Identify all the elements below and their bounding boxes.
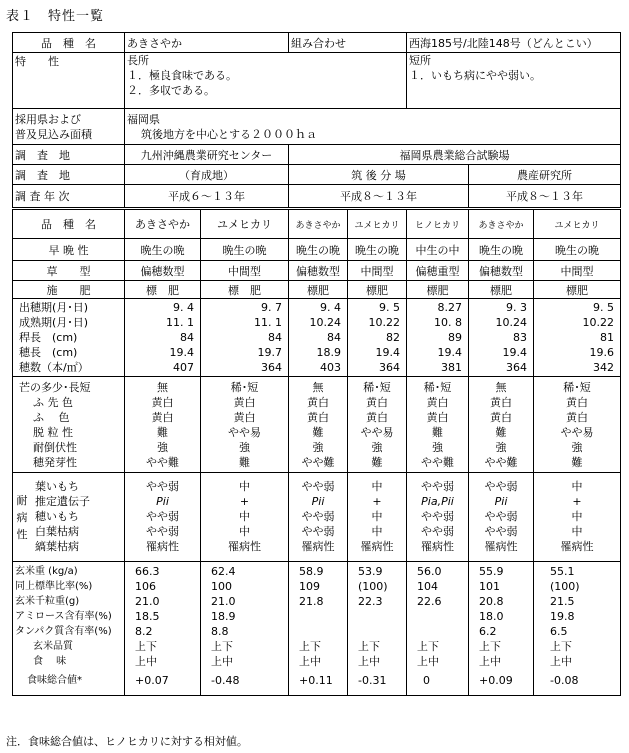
disease-value: Pia,Pii [421,495,454,508]
disease-value: 罹病性 [421,540,454,553]
disease-group [13,473,621,562]
quality-label: 食 味 [33,656,67,667]
awn-labels [13,377,125,473]
awn-value: 黄白 [307,410,329,424]
quality-value: 18.5 [135,610,160,623]
awn-col-7 [534,377,621,473]
disease-value: やや弱 [421,510,454,523]
quality-group [13,562,621,696]
growth-value: 83 [513,331,527,344]
cell-plant-type-4: 中間型 [348,261,407,281]
growth-value: 407 [173,361,194,374]
quality-value: 上中 [550,655,572,668]
adoption-label-cell [13,109,125,145]
site-breeding: （育成地） [125,165,289,185]
disease-value: 中 [571,525,583,538]
quality-value: 109 [299,580,320,593]
growth-value: 10.24 [309,316,341,329]
cross-value: 西海185号/北陸148号（どんとこい） [407,33,621,53]
quality-col-7 [534,562,621,696]
quality-value: +0.11 [299,674,333,687]
quality-value: 106 [135,580,156,593]
awn-value: 強 [371,440,383,454]
growth-label-panicle-length: 穂長 (cm) [19,346,78,359]
awn-label: 耐倒伏性 [33,440,77,454]
strengths-heading: 長所 [127,54,149,67]
cell-plant-type-6: 偏穂数型 [469,261,534,281]
quality-value [299,609,345,624]
growth-value: 10.24 [495,316,527,329]
quality-label: 玄米品質 [33,641,73,652]
col-label-variety: 品 種 名 [13,209,125,239]
quality-value: 上中 [211,655,233,668]
disease-value: 中 [571,480,583,493]
quality-value: 上下 [211,640,233,653]
row-label-fertilizer: 施 肥 [13,281,125,299]
disease-value: + [572,495,582,508]
growth-value: 9. 4 [320,301,341,314]
awn-value: 稀･短 [423,380,452,394]
awn-group [13,377,621,473]
awn-value: 無 [157,380,168,394]
awn-value: 黄白 [566,410,588,424]
awn-value: やや易 [560,425,594,439]
quality-value: 21.8 [299,595,324,608]
disease-label: 推定遺伝子 [35,495,90,508]
cell-fertilizer-6: 標肥 [469,281,534,299]
quality-value: 55.1 [550,565,575,578]
growth-label-maturity-date: 成熟期(月･日) [19,316,89,329]
quality-col-2 [201,562,289,696]
quality-col-6 [469,562,534,696]
disease-value: やや弱 [484,525,518,538]
disease-value: 罹病性 [301,540,335,553]
growth-value: 10.22 [582,316,615,329]
awn-value: やや難 [301,455,335,469]
quality-value: 上下 [417,640,439,653]
quality-value: 上下 [358,640,380,653]
awn-col-3 [289,377,348,473]
awn-label: 穂発芽性 [33,455,77,469]
awn-label: ふ 色 [33,410,70,424]
disease-value: 中 [239,525,250,538]
awn-value: やや易 [228,425,261,439]
variety-name-value: あきさやか [125,33,289,53]
growth-col-3 [289,299,348,377]
disease-value: 中 [371,525,383,538]
growth-value: 8.27 [437,301,462,314]
growth-value: 19.7 [257,346,282,359]
quality-value: 上中 [299,655,321,668]
awn-value: 難 [571,455,583,469]
growth-col-7 [534,299,621,377]
awn-value: 黄白 [490,410,512,424]
disease-value: やや弱 [484,510,518,523]
quality-value: 62.4 [211,565,236,578]
table-title: 表１ 特性一覧 [6,9,105,24]
quality-value: 58.9 [299,565,324,578]
growth-value: 19.4 [375,346,400,359]
quality-value: 8.2 [135,625,153,638]
year-agri: 平成８～１３年 [469,185,621,209]
awn-value: 強 [312,440,324,454]
site-kyushu: 九州沖縄農業研究センター [125,145,289,165]
site-agri: 農産研究所 [469,165,621,185]
growth-label-heading-date: 出穂期(月･日) [19,301,89,314]
disease-labels [31,473,90,561]
quality-value: 6.2 [479,625,497,638]
cell-plant-type-3: 偏穂数型 [289,261,348,281]
disease-value: 罹病性 [360,540,394,553]
cell-fertilizer-5: 標肥 [407,281,469,299]
strengths-cell [125,53,407,109]
growth-value: 10.22 [368,316,400,329]
col-1: あきさやか [125,209,201,239]
growth-label-panicle-number: 穂数（本/㎡） [19,361,89,374]
adoption-value-cell [125,109,621,145]
disease-value: やや弱 [421,525,454,538]
year-kyushu: 平成６～１３年 [125,185,289,209]
disease-value: Pii [156,495,169,508]
growth-col-1 [125,299,201,377]
quality-label: アミロース含有率(%) [15,611,112,622]
disease-side-char: 病 [16,510,28,524]
col-5: ヒノヒカリ [407,209,469,239]
growth-labels [13,299,125,377]
awn-value: 黄白 [366,410,388,424]
col-7: ユメヒカリ [534,209,621,239]
quality-value: 6.5 [550,625,568,638]
quality-value: 18.0 [479,610,504,623]
awn-col-5 [407,377,469,473]
growth-value: 9. 4 [173,301,194,314]
cell-plant-type-2: 中間型 [201,261,289,281]
disease-side-char: 耐 [16,493,28,507]
growth-group [13,299,621,377]
awn-value: 強 [571,440,583,454]
disease-value: やや弱 [301,525,335,538]
quality-value: 20.8 [479,595,504,608]
quality-value: -0.08 [550,674,579,687]
growth-value: 84 [268,331,282,344]
cell-fertilizer-2: 標 肥 [201,281,289,299]
disease-value: やや弱 [301,480,335,493]
cell-maturity-7: 晩生の晩 [534,239,621,261]
disease-value: 罹病性 [228,540,261,553]
disease-col-6 [469,473,534,562]
awn-value: やや易 [360,425,394,439]
quality-col-1 [125,562,201,696]
disease-value: 中 [571,510,583,523]
disease-value: やや弱 [146,510,179,523]
growth-col-4 [348,299,407,377]
disease-value: やや弱 [421,480,454,493]
growth-value: 19.4 [169,346,194,359]
strength-1: １．極良食味である。 [127,69,237,82]
awn-col-2 [201,377,289,473]
col-4: ユメヒカリ [348,209,407,239]
disease-label-cell [13,473,125,562]
disease-value: 罹病性 [560,540,594,553]
disease-value: 中 [239,480,250,493]
adoption-label-1: 採用県および [15,112,81,126]
quality-value: -0.48 [211,674,240,687]
growth-value: 81 [600,331,615,344]
cell-plant-type-1: 偏穂数型 [125,261,201,281]
awn-value: 難 [495,425,507,439]
disease-value: Pii [494,495,508,508]
disease-value: 中 [371,510,383,523]
awn-value: 無 [495,380,507,394]
quality-value: 上下 [299,640,321,653]
disease-value: 中 [239,510,250,523]
cell-maturity-6: 晩生の晩 [469,239,534,261]
quality-value: 101 [479,580,500,593]
awn-value: 黄白 [490,395,512,409]
disease-value: やや弱 [301,510,335,523]
awn-value: 難 [432,425,443,439]
awn-value: 難 [157,425,168,439]
quality-label: タンパク質含有率(%) [15,626,112,637]
growth-value: 84 [180,331,194,344]
growth-value: 89 [448,331,462,344]
growth-value: 11. 1 [254,316,282,329]
disease-value: やや弱 [484,480,518,493]
quality-value: 上下 [479,640,501,653]
row-label-maturity: 早 晩 性 [13,239,125,261]
awn-value: 強 [495,440,507,454]
quality-value: 0 [423,674,430,687]
disease-value: + [372,495,382,508]
characteristics-table [12,32,621,696]
cell-fertilizer-4: 標肥 [348,281,407,299]
quality-value: 8.8 [211,625,229,638]
variety-name-label: 品 種 名 [13,33,125,53]
awn-col-6 [469,377,534,473]
quality-value: 上中 [358,655,380,668]
disease-label: 葉いもち [35,480,79,493]
growth-value: 19.4 [437,346,462,359]
growth-label-culm-length: 稈長 (cm) [19,331,78,344]
growth-value: 381 [441,361,462,374]
cell-maturity-1: 晩生の晩 [125,239,201,261]
site-chikugo: 筑 後 分 場 [289,165,469,185]
awn-value: 黄白 [151,410,174,424]
disease-col-2 [201,473,289,562]
quality-col-3 [289,562,348,696]
awn-value: 稀･短 [230,380,259,394]
cell-maturity-2: 晩生の晩 [201,239,289,261]
quality-value: 18.9 [211,610,236,623]
awn-value: 難 [239,455,250,469]
quality-value: 56.0 [417,565,442,578]
quality-value: 19.8 [550,610,575,623]
growth-value: 9. 7 [261,301,282,314]
cell-fertilizer-1: 標 肥 [125,281,201,299]
quality-value: 上中 [135,655,157,668]
adoption-prefecture: 福岡県 [127,112,160,126]
growth-value: 18.9 [316,346,341,359]
site-label-1: 調 査 地 [13,145,125,165]
growth-value: 403 [320,361,341,374]
quality-value [299,624,345,639]
quality-value: 104 [417,580,438,593]
disease-col-5 [407,473,469,562]
awn-value: やや難 [484,455,518,469]
awn-value: 強 [432,440,443,454]
disease-value: + [239,495,250,508]
disease-side-label [13,473,31,561]
quality-value: 100 [211,580,232,593]
quality-value: 21.5 [550,595,575,608]
awn-value: 黄白 [426,410,449,424]
col-3: あきさやか [289,209,348,239]
quality-col-5 [407,562,469,696]
disease-label: 縞葉枯病 [35,540,79,553]
adoption-area: 筑後地方を中心とする２０００ｈａ [141,127,317,141]
quality-value: 21.0 [135,595,160,608]
growth-value: 342 [593,361,615,374]
disease-value: 中 [371,480,383,493]
awn-value: 黄白 [566,395,588,409]
quality-value: 上下 [550,640,572,653]
growth-value: 9. 5 [379,301,400,314]
growth-value: 9. 5 [593,301,615,314]
col-6: あきさやか [469,209,534,239]
strength-2: ２．多収である。 [127,84,215,97]
quality-value: 66.3 [135,565,160,578]
cell-maturity-5: 中生の中 [407,239,469,261]
disease-col-1 [125,473,201,562]
awn-value: やや難 [421,455,454,469]
disease-label: 白葉枯病 [35,525,79,538]
awn-value: 強 [239,440,250,454]
cell-fertilizer-7: 標肥 [534,281,621,299]
cross-label: 組み合わせ [289,33,407,53]
quality-value: 22.6 [417,595,442,608]
awn-value: やや難 [146,455,179,469]
awn-col-1 [125,377,201,473]
weaknesses-heading: 短所 [409,54,431,67]
quality-value: 22.3 [358,595,383,608]
quality-value: 55.9 [479,565,504,578]
traits-label: 特 性 [13,53,125,109]
awn-label: 脱 粒 性 [33,425,73,439]
quality-labels [13,562,125,696]
site-label-2: 調 査 地 [13,165,125,185]
weakness-1: １．いもち病にやや弱い。 [409,69,541,82]
disease-label: 穂いもち [35,510,79,523]
disease-col-4 [348,473,407,562]
disease-col-3 [289,473,348,562]
quality-value: -0.31 [358,674,387,687]
awn-value: 黄白 [307,395,329,409]
awn-value: 黄白 [426,395,449,409]
disease-value: やや弱 [146,480,179,493]
quality-value: +0.07 [135,674,169,687]
cell-maturity-3: 晩生の晩 [289,239,348,261]
growth-value: 82 [386,331,400,344]
quality-value [417,624,466,639]
awn-label: ふ 先 色 [33,395,73,409]
disease-label-wrap [13,473,124,561]
awn-value: 稀･短 [363,380,391,394]
awn-value: 難 [312,425,324,439]
quality-col-4 [348,562,407,696]
disease-side-char: 性 [16,527,28,541]
growth-value: 364 [261,361,282,374]
year-label: 調 査 年 次 [13,185,125,209]
disease-col-7 [534,473,621,562]
quality-value: 上中 [417,655,439,668]
growth-value: 9. 3 [506,301,527,314]
growth-value: 10. 8 [434,316,462,329]
growth-value: 11. 1 [166,316,194,329]
awn-value: 稀･短 [563,380,591,394]
disease-value: 罹病性 [146,540,179,553]
disease-value: Pii [311,495,325,508]
awn-label: 芒の多少･長短 [19,380,91,394]
quality-label: 食味総合値* [27,675,82,686]
cell-plant-type-7: 中間型 [534,261,621,281]
footnote: 注．食味総合値は、ヒノヒカリに対する相対値。 [6,735,248,748]
adoption-label-2: 普及見込み面積 [15,127,92,141]
quality-value: 上下 [135,640,157,653]
awn-col-4 [348,377,407,473]
growth-col-5 [407,299,469,377]
growth-value: 84 [327,331,341,344]
awn-value: 黄白 [233,395,256,409]
year-chikugo: 平成８～１３年 [289,185,469,209]
quality-value [417,609,466,624]
growth-col-6 [469,299,534,377]
quality-value: 21.0 [211,595,236,608]
quality-value: 上中 [479,655,501,668]
growth-value: 19.6 [589,346,615,359]
quality-value: (100) [550,580,580,593]
site-fukuoka: 福岡県農業総合試験場 [289,145,621,165]
growth-col-2 [201,299,289,377]
quality-value [358,624,404,639]
awn-value: 難 [371,455,383,469]
awn-value: 強 [157,440,168,454]
col-2: ユメヒカリ [201,209,289,239]
disease-value: やや弱 [146,525,179,538]
quality-value: +0.09 [479,674,513,687]
weaknesses-cell [407,53,621,109]
awn-value: 黄白 [366,395,388,409]
quality-label: 同上標準比率(%) [15,581,93,592]
quality-label: 玄米千粒重(g) [15,596,80,607]
quality-value: (100) [358,580,388,593]
awn-value: 黄白 [151,395,174,409]
cell-plant-type-5: 偏穂重型 [407,261,469,281]
cell-maturity-4: 晩生の晩 [348,239,407,261]
quality-value: 53.9 [358,565,383,578]
disease-value: 罹病性 [484,540,518,553]
growth-value: 364 [379,361,400,374]
growth-value: 19.4 [502,346,527,359]
quality-label: 玄米重 (kg/a) [15,566,78,577]
quality-value [358,609,404,624]
growth-value: 364 [506,361,527,374]
row-label-plant-type: 草 型 [13,261,125,281]
cell-fertilizer-3: 標肥 [289,281,348,299]
awn-value: 無 [312,380,324,394]
awn-value: 黄白 [233,410,256,424]
